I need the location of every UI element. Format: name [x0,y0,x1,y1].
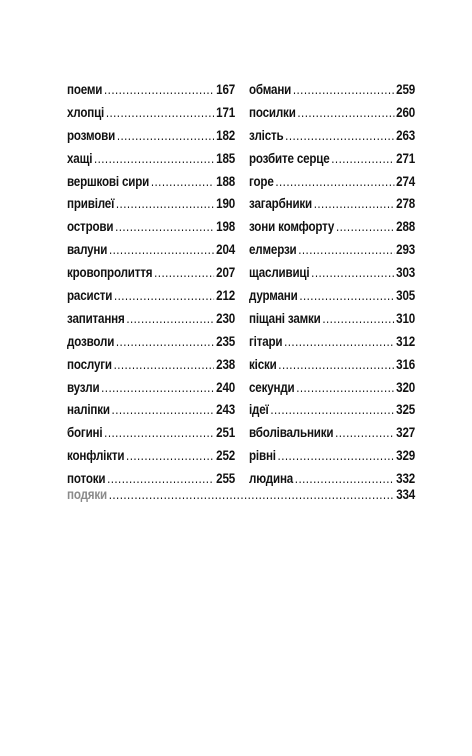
toc-entry-label: піщані замки [249,310,321,326]
toc-entry[interactable] [67,215,235,238]
toc-entry-page: 198 [216,219,236,235]
toc-entry[interactable] [249,101,415,124]
toc-leader-dots [151,174,215,189]
toc-entry[interactable] [249,284,415,307]
toc-entry-page: 171 [216,104,236,120]
toc-entry-acknowledgements[interactable] [67,483,415,506]
toc-entry-label: щасливиці [249,265,310,281]
toc-entry-page: 238 [216,356,236,372]
toc-entry-label: вузли [67,379,100,395]
toc-leader-dots [126,448,214,463]
toc-entry-label: богині [67,425,103,441]
toc-entry-label: подяки [67,486,108,502]
toc-entry[interactable] [67,444,235,467]
toc-entry[interactable] [67,284,235,307]
toc-entry-label: розбите серце [249,150,330,166]
toc-entry-label: обмани [249,81,292,97]
toc-leader-dots [116,196,215,211]
toc-entry-label: привілеї [67,196,115,212]
toc-leader-dots [270,402,394,417]
toc-entry-label: вболівальники [249,425,334,441]
toc-entry[interactable] [249,398,415,421]
toc-column-left [67,78,235,490]
toc-entry-page: 316 [396,356,416,372]
toc-leader-dots [299,288,394,303]
toc-entry[interactable] [249,261,415,284]
toc-entry-label: наліпки [67,402,110,418]
toc-acknowledgements [67,483,415,506]
toc-entry[interactable] [249,330,415,353]
toc-entry-page: 263 [396,127,416,143]
toc-entry-page: 271 [396,150,416,166]
toc-leader-dots [278,357,394,372]
toc-entry-label: зони комфорту [249,219,335,235]
toc-entry-page: 334 [396,486,416,502]
toc-entry-page: 190 [216,196,236,212]
toc-leader-dots [297,105,394,120]
toc-entry-page: 310 [396,310,416,326]
toc-entry-page: 252 [216,448,236,464]
toc-leader-dots [112,402,215,417]
toc-entry-page: 278 [396,196,416,212]
toc-entry-page: 230 [216,310,236,326]
toc-entry-label: поеми [67,81,103,97]
toc-leader-dots [117,128,215,143]
toc-entry-label: расисти [67,287,113,303]
toc-entry-page: 207 [216,265,236,281]
toc-entry[interactable] [67,330,235,353]
toc-entry[interactable] [67,101,235,124]
toc-leader-dots [278,448,395,463]
toc-leader-dots [94,151,214,166]
toc-entry-page: 259 [396,81,416,97]
toc-leader-dots [335,425,394,440]
toc-entry-label: посилки [249,104,296,120]
toc-entry-page: 303 [396,265,416,281]
toc-leader-dots [106,105,215,120]
toc-entry-page: 188 [216,173,236,189]
toc-entry-label: запитання [67,310,125,326]
toc-entry-page: 320 [396,379,416,395]
toc-entry[interactable] [249,192,415,215]
toc-entry-page: 212 [216,287,236,303]
toc-column-right [249,78,415,490]
toc-entry-page: 167 [216,81,236,97]
toc-entry-label: вершкові сири [67,173,150,189]
toc-leader-dots [104,82,214,97]
toc-leader-dots [115,219,214,234]
toc-entry[interactable] [67,398,235,421]
toc-entry-label: людина [249,471,294,487]
toc-leader-dots [284,334,394,349]
toc-leader-dots [275,174,394,189]
toc-entry-page: 293 [396,242,416,258]
toc-entry-label: хлопці [67,104,105,120]
toc-entry-page: 182 [216,127,236,143]
toc-entry[interactable] [67,307,235,330]
toc-entry-page: 329 [396,448,416,464]
toc-entry-page: 288 [396,219,416,235]
toc-entry-page: 327 [396,425,416,441]
toc-leader-dots [298,242,394,257]
toc-leader-dots [154,265,214,280]
toc-leader-dots [296,380,394,395]
toc-entry[interactable] [67,353,235,376]
toc-entry[interactable] [249,376,415,399]
toc-entry-page: 255 [216,471,236,487]
toc-entry-label: ідеї [249,402,269,418]
toc-entry[interactable] [67,376,235,399]
toc-entry[interactable] [249,78,415,101]
toc-leader-dots [104,425,214,440]
toc-entry-label: гітари [249,333,283,349]
toc-entry-page: 204 [216,242,236,258]
toc-entry[interactable] [67,78,235,101]
toc-leader-dots [109,487,395,502]
toc-entry-label: загарбники [249,196,313,212]
toc-entry-label: послуги [67,356,112,372]
toc-leader-dots [114,288,214,303]
toc-entry-label: рівні [249,448,276,464]
toc-entry-label: кровопролиття [67,265,153,281]
toc-leader-dots [114,357,215,372]
toc-leader-dots [331,151,394,166]
toc-leader-dots [336,219,394,234]
toc-entry-label: кіски [249,356,277,372]
toc-entry-page: 243 [216,402,236,418]
toc-leader-dots [126,311,214,326]
toc-entry-label: дозволи [67,333,115,349]
toc-entry[interactable] [67,261,235,284]
toc-entry[interactable] [67,124,235,147]
toc-leader-dots [109,242,214,257]
toc-leader-dots [285,128,394,143]
toc-leader-dots [311,265,394,280]
toc-entry-page: 260 [396,104,416,120]
toc-entry-page: 240 [216,379,236,395]
toc-leader-dots [322,311,394,326]
toc-entry-label: конфлікти [67,448,125,464]
toc-leader-dots [314,196,395,211]
toc-entry-page: 325 [396,402,416,418]
toc-entry-label: острови [67,219,114,235]
toc-entry-label: дурмани [249,287,298,303]
toc-entry-label: секунди [249,379,295,395]
toc-entry-label: горе [249,173,274,189]
toc-entry-page: 312 [396,333,416,349]
toc-entry[interactable] [67,147,235,170]
toc-leader-dots [116,334,215,349]
toc-entry-page: 305 [396,287,416,303]
toc-entry[interactable] [249,238,415,261]
toc-entry-page: 274 [396,173,416,189]
toc-entry[interactable] [67,238,235,261]
toc-entry[interactable] [249,124,415,147]
toc-entry-label: валуни [67,242,108,258]
toc-entry[interactable] [249,147,415,170]
toc-entry[interactable] [249,215,415,238]
toc-entry[interactable] [249,421,415,444]
toc-entry[interactable] [67,421,235,444]
toc-leader-dots [101,380,214,395]
toc-entry-page: 251 [216,425,236,441]
toc-entry[interactable] [249,353,415,376]
toc-entry[interactable] [67,170,235,193]
toc-entry[interactable] [67,192,235,215]
toc-entry-label: розмови [67,127,116,143]
toc-entry[interactable] [249,170,415,193]
toc-entry-label: хащі [67,150,93,166]
toc-entry-label: елмерзи [249,242,297,258]
toc-entry-label: потоки [67,471,106,487]
toc-entry-page: 235 [216,333,236,349]
toc-entry-page: 185 [216,150,236,166]
toc-entry-label: злість [249,127,284,143]
toc-leader-dots [293,82,395,97]
toc-entry-page: 332 [396,471,416,487]
toc-entry[interactable] [249,444,415,467]
toc-entry[interactable] [249,307,415,330]
